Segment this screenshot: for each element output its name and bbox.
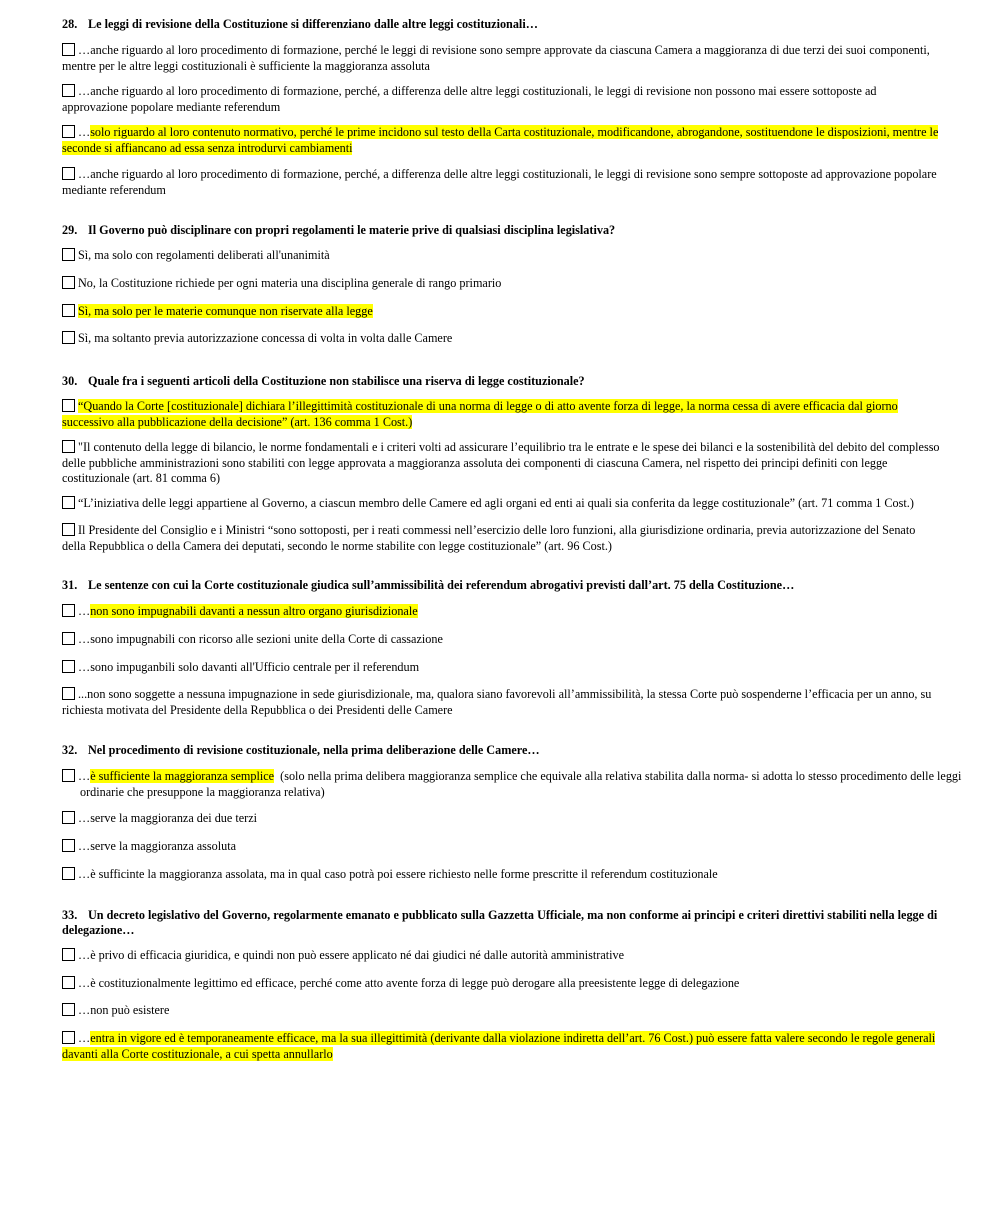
option-32-2: [62, 811, 942, 827]
highlighted-answer: non sono impugnabili davanti a nessun altro organo giurisdizionale: [90, 604, 418, 618]
highlighted-answer: è sufficiente la maggioranza semplice: [90, 769, 275, 783]
answer-checkbox[interactable]: [62, 948, 75, 961]
option-28-3: [62, 125, 942, 156]
option-prefix: …: [78, 125, 91, 139]
option-29-4: [62, 331, 942, 347]
answer-checkbox[interactable]: [62, 769, 75, 782]
answer-checkbox[interactable]: [62, 523, 75, 536]
option-29-3: [62, 304, 942, 320]
option-text: …serve la maggioranza assoluta: [78, 839, 237, 853]
option-prefix: …: [78, 1031, 91, 1045]
answer-checkbox[interactable]: [62, 660, 75, 673]
option-32-3: [62, 839, 942, 855]
option-text: …è privo di efficacia giuridica, e quindi non può essere applicato né dai giudici né dalle autorità amministrative: [78, 948, 624, 962]
option-text: …serve la maggioranza dei due terzi: [78, 811, 258, 825]
question-31: [62, 578, 942, 593]
option-text: Sì, ma soltanto previa autorizzazione concessa di volta in volta dalle Camere: [78, 331, 453, 345]
question-30: [62, 374, 942, 389]
option-text: …è sufficinte la maggioranza assolata, ma in qual caso potrà poi essere richiesto nelle forme prescritte il referendum costituzionale: [78, 867, 718, 881]
answer-checkbox[interactable]: [62, 125, 75, 138]
question-text: Un decreto legislativo del Governo, regolarmente emanato e pubblicato sulla Gazzetta Ufficiale, ma non conforme ai principi e criteri direttivi stabiliti nella legge di delegazione…: [62, 908, 938, 937]
option-31-1: [62, 604, 942, 620]
answer-checkbox[interactable]: [62, 304, 75, 317]
option-text: …è costituzionalmente legittimo ed efficace, perché come atto avente forza di legge può derogare alla preesistente legge di delegazione: [78, 976, 740, 990]
question-text: Il Governo può disciplinare con propri regolamenti le materie prive di qualsiasi disciplina legislativa?: [88, 223, 616, 237]
option-text: …anche riguardo al loro procedimento di formazione, perché, a differenza delle altre leggi costituzionali, le leggi di revisione sono sempre sottoposte ad approvazione popolare mediante referendum: [62, 167, 937, 197]
question-33: [62, 908, 942, 938]
answer-checkbox[interactable]: [62, 167, 75, 180]
option-31-3: [62, 660, 942, 676]
option-text: …anche riguardo al loro procedimento di formazione, perché, a differenza delle altre leggi costituzionali, le leggi di revisione non possono mai essere sottoposte ad approvazione popolare mediante referendum: [62, 84, 877, 114]
question-text: Quale fra i seguenti articoli della Costituzione non stabilisce una riserva di legge costituzionale?: [88, 374, 585, 388]
option-28-2: [62, 84, 942, 115]
question-number: 33.: [62, 908, 78, 922]
option-29-1: [62, 248, 942, 264]
highlighted-answer: solo riguardo al loro contenuto normativo, perché le prime incidono sul testo della Carta costituzionale, modificandone, abrogandone, sostituendone le disposizioni, mentre le seconde si affiancano ad essa senza introdurvi cambiamenti: [62, 125, 939, 155]
option-33-3: [62, 1003, 942, 1019]
answer-checkbox[interactable]: [62, 248, 75, 261]
answer-checkbox[interactable]: [62, 331, 75, 344]
answer-checkbox[interactable]: [62, 976, 75, 989]
option-32-4: [62, 867, 942, 883]
highlighted-answer: “Quando la Corte [costituzionale] dichiara l’illegittimità costituzionale di una norma di legge o di atto avente forza di legge, la norma cessa di avere efficacia dal giorno successivo alla pubblicazione della decisione” (art. 136 comma 1 Cost.): [62, 399, 898, 429]
answer-checkbox[interactable]: [62, 440, 75, 453]
option-text: …anche riguardo al loro procedimento di formazione, perché le leggi di revisione sono sempre approvate da ciascuna Camera a maggioranza di due terzi dei suoi componenti, mentre per le altre leggi costituzionali è sufficiente la maggioranza assoluta: [62, 43, 930, 73]
answer-checkbox[interactable]: [62, 84, 75, 97]
answer-checkbox[interactable]: [62, 399, 75, 412]
answer-checkbox[interactable]: [62, 276, 75, 289]
question-28: [62, 17, 942, 32]
option-29-2: [62, 276, 942, 292]
option-32-1: [62, 769, 990, 800]
question-number: 30.: [62, 374, 78, 388]
answer-checkbox[interactable]: [62, 604, 75, 617]
option-33-1: [62, 948, 942, 964]
option-text: …sono impuganbili solo davanti all'Ufficio centrale per il referendum: [78, 660, 420, 674]
option-30-2: [62, 440, 942, 487]
option-28-1: [62, 43, 942, 74]
option-text: …non può esistere: [78, 1003, 170, 1017]
answer-checkbox[interactable]: [62, 632, 75, 645]
option-text: Il Presidente del Consiglio e i Ministri “sono sottoposti, per i reati commessi nell’esercizio delle loro funzioni, alla giurisdizione ordinaria, previa autorizzazione del Senato della Repubblica o della Camera dei deputati, secondo le norme stabilite con legge costituzionale” (art. 96 Cost.): [62, 523, 916, 553]
answer-checkbox[interactable]: [62, 1003, 75, 1016]
question-text: Nel procedimento di revisione costituzionale, nella prima deliberazione delle Camere…: [88, 743, 540, 757]
option-text: Sì, ma solo con regolamenti deliberati all'unanimità: [78, 248, 330, 262]
option-prefix: …: [78, 769, 91, 783]
answer-checkbox[interactable]: [62, 839, 75, 852]
question-text: Le leggi di revisione della Costituzione si differenziano dalle altre leggi costituzionali…: [88, 17, 538, 31]
option-prefix: …: [78, 604, 91, 618]
answer-checkbox[interactable]: [62, 687, 75, 700]
option-text: No, la Costituzione richiede per ogni materia una disciplina generale di rango primario: [78, 276, 502, 290]
answer-checkbox[interactable]: [62, 1031, 75, 1044]
question-number: 32.: [62, 743, 78, 757]
option-31-4: [62, 687, 942, 718]
option-text: …sono impugnabili con ricorso alle sezioni unite della Corte di cassazione: [78, 632, 443, 646]
answer-checkbox[interactable]: [62, 811, 75, 824]
question-29: [62, 223, 942, 238]
option-30-1: [62, 399, 942, 430]
option-28-4: [62, 167, 942, 198]
option-33-4: [62, 1031, 942, 1062]
highlighted-answer: Sì, ma solo per le materie comunque non riservate alla legge: [78, 304, 373, 318]
answer-checkbox[interactable]: [62, 867, 75, 880]
answer-checkbox[interactable]: [62, 496, 75, 509]
option-30-4: [62, 523, 942, 554]
question-number: 31.: [62, 578, 78, 592]
question-text: Le sentenze con cui la Corte costituzionale giudica sull’ammissibilità dei referendum abrogativi previsti dall’art. 75 della Costituzione…: [88, 578, 795, 592]
option-31-2: [62, 632, 942, 648]
option-text: “L’iniziativa delle leggi appartiene al Governo, a ciascun membro delle Camere ed agli organi ed enti ai quali sia conferita da legge costituzionale” (art. 71 comma 1 Cost.): [78, 496, 914, 510]
option-note: (solo nella prima delibera maggioranza semplice che equivale alla relativa stabilita dalla norma- si adotta lo stesso procedimento delle leggi ordinarie che presuppone la maggioranza relativa): [80, 769, 962, 799]
highlighted-answer: entra in vigore ed è temporaneamente efficace, ma la sua illegittimità (derivante dalla violazione indiretta dell’art. 76 Cost.) può essere fatta valere secondo le regole generali davanti alla Corte costituzionale, a cui spetta annullarlo: [62, 1031, 936, 1061]
option-text: "Il contenuto della legge di bilancio, le norme fondamentali e i criteri volti ad assicurare l’equilibrio tra le entrate e le spese dei bilanci e la sostenibilità del debito del complesso delle pubbliche amministrazioni sono stabiliti con legge approvata a maggioranza assoluta dei componenti di ciascuna Camera, nel rispetto dei principi definiti con legge costituzionale (art. 81 comma 6): [62, 440, 940, 485]
option-33-2: [62, 976, 942, 992]
question-number: 29.: [62, 223, 78, 237]
question-32: [62, 743, 942, 758]
answer-checkbox[interactable]: [62, 43, 75, 56]
option-text: ...non sono soggette a nessuna impugnazione in sede giurisdizionale, ma, qualora siano favorevoli all’ammissibilità, la stessa Corte può sospenderne l’efficacia per un anno, su richiesta motivata del Presidente della Repubblica o dei Presidenti delle Camere: [62, 687, 932, 717]
option-30-3: [62, 496, 972, 512]
question-number: 28.: [62, 17, 78, 31]
